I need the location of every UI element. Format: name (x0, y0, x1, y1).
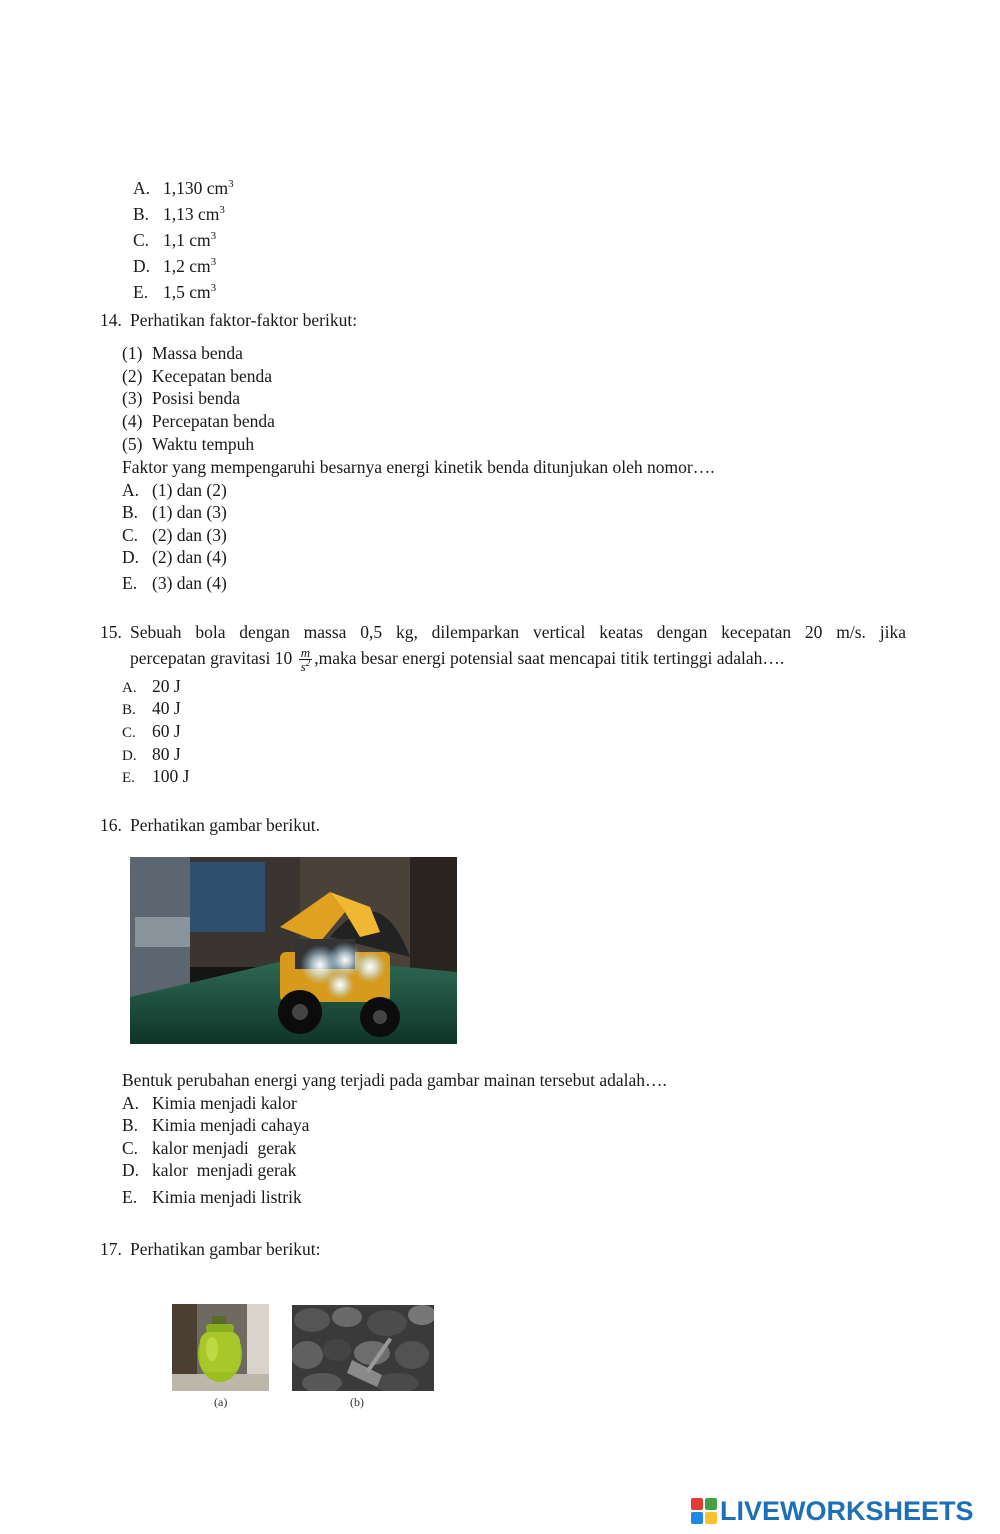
q13-option-b[interactable]: B. 1,13 $cm^3$ (133, 204, 225, 224)
q15-option-e[interactable]: E. 100 J (122, 766, 190, 786)
q13-option-e[interactable]: E. 1,5 $cm^3$ (133, 282, 217, 302)
q14-heading: 14. Perhatikan faktor-faktor berikut: (100, 310, 358, 330)
toy-excavator-photo (130, 857, 457, 1044)
logo-square-yellow (705, 1512, 717, 1524)
q13-option-a[interactable]: A. 1,130 $cm^3$ (133, 178, 234, 198)
caption-a: (a) (214, 1395, 228, 1409)
q16-option-b[interactable]: B. Kimia menjadi cahaya (122, 1115, 310, 1135)
q14-option-e[interactable]: E. (3) dan (4) (122, 573, 227, 593)
gravity-unit-fraction: $\frac{m}{s^2}$ (300, 645, 311, 675)
q14-factor-5: (5) Waktu tempuh (122, 434, 255, 454)
q13-option-d[interactable]: D. 1,2 $cm^3$ (133, 256, 217, 276)
logo-square-green (705, 1498, 717, 1510)
logo-square-blue (691, 1512, 703, 1524)
coal-photo (292, 1305, 434, 1391)
q15-option-b[interactable]: B. 40 J (122, 698, 181, 718)
q14-factor-2: (2) Kecepatan benda (122, 366, 272, 386)
gas-cylinder-photo (172, 1304, 269, 1391)
q15-option-a[interactable]: A. 20 J (122, 676, 181, 696)
q16-option-d[interactable]: D. kalor menjadi gerak (122, 1160, 297, 1180)
liveworksheets-logo[interactable] (691, 1495, 974, 1527)
q16-question: Bentuk perubahan energi yang terjadi pada gambar mainan tersebut adalah…. (122, 1070, 667, 1090)
caption-b: (b) (350, 1395, 364, 1409)
q14-factor-3: (3) Posisi benda (122, 388, 240, 408)
q15-line2: percepatan gravitasi 10 $\frac{m}{s^2}$ ,maka besar energi potensial saat mencapai titik tertinggi adalah…. (130, 645, 785, 675)
q15-line1: 15. Sebuah bola dengan massa 0,5 kg, dilemparkan vertical keatas dengan kecepatan 20 m/s. jika (100, 622, 906, 642)
liveworksheets-wordmark: LIVEWORKSHEETS (720, 1495, 974, 1526)
q14-factor-1: (1) Massa benda (122, 343, 243, 363)
q15-option-c[interactable]: C. 60 J (122, 721, 181, 741)
q16-option-c[interactable]: C. kalor menjadi gerak (122, 1138, 297, 1158)
q16-heading: 16. Perhatikan gambar berikut. (100, 815, 321, 835)
q14-option-c[interactable]: C. (2) dan (3) (122, 525, 227, 545)
q14-option-d[interactable]: D. (2) dan (4) (122, 547, 227, 567)
q13-option-c[interactable]: C. 1,1 $cm^3$ (133, 230, 217, 250)
q16-option-e[interactable]: E. Kimia menjadi listrik (122, 1187, 302, 1207)
logo-square-red (691, 1498, 703, 1510)
q14-question: Faktor yang mempengaruhi besarnya energi kinetik benda ditunjukan oleh nomor…. (122, 457, 715, 477)
q16-option-a[interactable]: A. Kimia menjadi kalor (122, 1093, 297, 1113)
liveworksheets-logo-icon (691, 1498, 717, 1524)
q14-factor-4: (4) Percepatan benda (122, 411, 275, 431)
q15-option-d[interactable]: D. 80 J (122, 744, 181, 764)
q14-option-b[interactable]: B. (1) dan (3) (122, 502, 227, 522)
q14-option-a[interactable]: A. (1) dan (2) (122, 480, 227, 500)
q17-heading: 17. Perhatikan gambar berikut: (100, 1239, 321, 1259)
